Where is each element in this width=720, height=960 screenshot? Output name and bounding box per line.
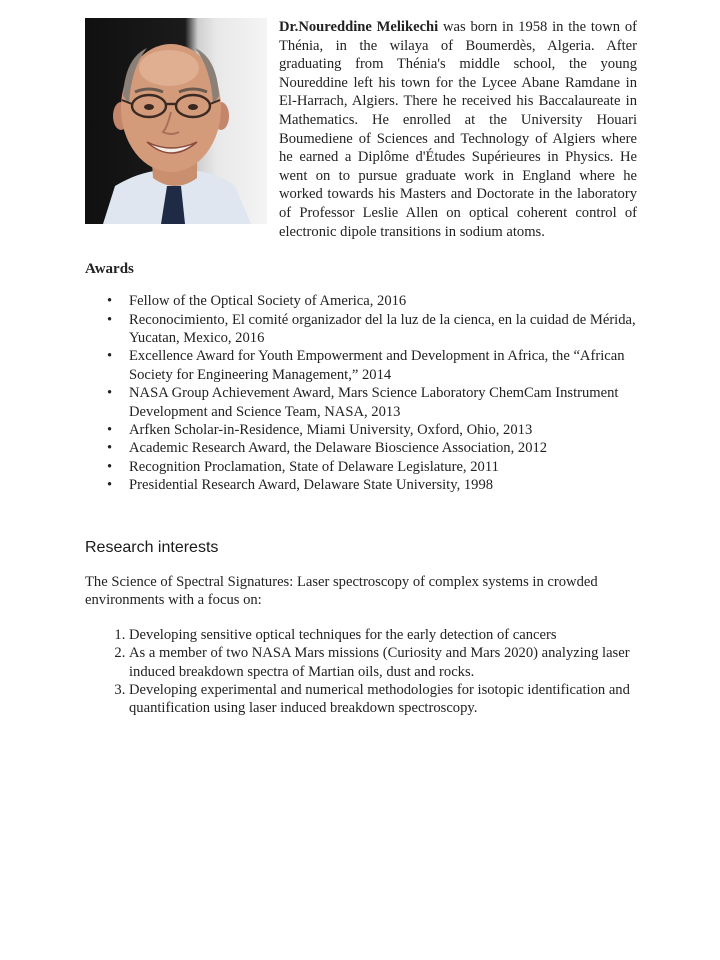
award-item: • Recognition Proclamation, State of Delaware Legislature, 2011 (129, 458, 637, 476)
research-heading: Research interests (85, 538, 219, 556)
research-intro: The Science of Spectral Signatures: Laser spectroscopy of complex systems in crowded environments with a focus on: (85, 573, 598, 609)
award-item: • Presidential Research Award, Delaware State University, 1998 (129, 476, 637, 494)
award-item: • NASA Group Achievement Award, Mars Science Laboratory ChemCam Instrument Development and Science Team, NASA, 2013 (129, 384, 637, 421)
bio-paragraph (85, 18, 637, 241)
awards-list (85, 292, 637, 494)
research-item: 3. Developing experimental and numerical methodologies for isotopic identification and quantification using laser induced breakdown spectroscopy. (129, 681, 637, 718)
award-item: • Arfken Scholar-in-Residence, Miami University, Oxford, Ohio, 2013 (129, 421, 637, 439)
award-item: • Academic Research Award, the Delaware Bioscience Association, 2012 (129, 439, 637, 457)
document-page (85, 18, 637, 718)
awards-heading: Awards (85, 261, 134, 278)
bio-name: Dr.Noureddine Melikechi (279, 19, 439, 35)
portrait-photo (85, 18, 267, 224)
award-item: • Fellow of the Optical Society of America, 2016 (129, 292, 637, 310)
bio-text: was born in 1958 in the town of Thénia, in the wilaya of Boumerdès, Algeria. After graduating from Thénia's middle school, the young Noureddine left his town for the Lycee Abane Ramdane in El-Harrach, Algiers. There he received his Baccalaureate in Mathematics. He enrolled at the University Houari Boumediene of Sciences and Technology of Algiers where he earned a Diplôme d'Études Supérieures in Physics. He went on to pursue graduate work in England where he worked towards his Masters and Doctorate in the laboratory of Professor Leslie Allen on optical coherent control of electronic dipole transitions in sodium atoms. (279, 19, 637, 240)
research-item: 1. Developing sensitive optical techniques for the early detection of cancers (129, 626, 637, 644)
award-item: • Reconocimiento, El comité organizador del la luz de la cienca, en la cuidad de Mérida, Yucatan, Mexico, 2016 (129, 311, 637, 348)
research-interests-list (85, 626, 637, 718)
research-item: 2. As a member of two NASA Mars missions (Curiosity and Mars 2020) analyzing laser induced breakdown spectra of Martian oils, dust and rocks. (129, 644, 637, 681)
award-item: • Excellence Award for Youth Empowerment and Development in Africa, the “African Society for Engineering Management,” 2014 (129, 347, 637, 384)
